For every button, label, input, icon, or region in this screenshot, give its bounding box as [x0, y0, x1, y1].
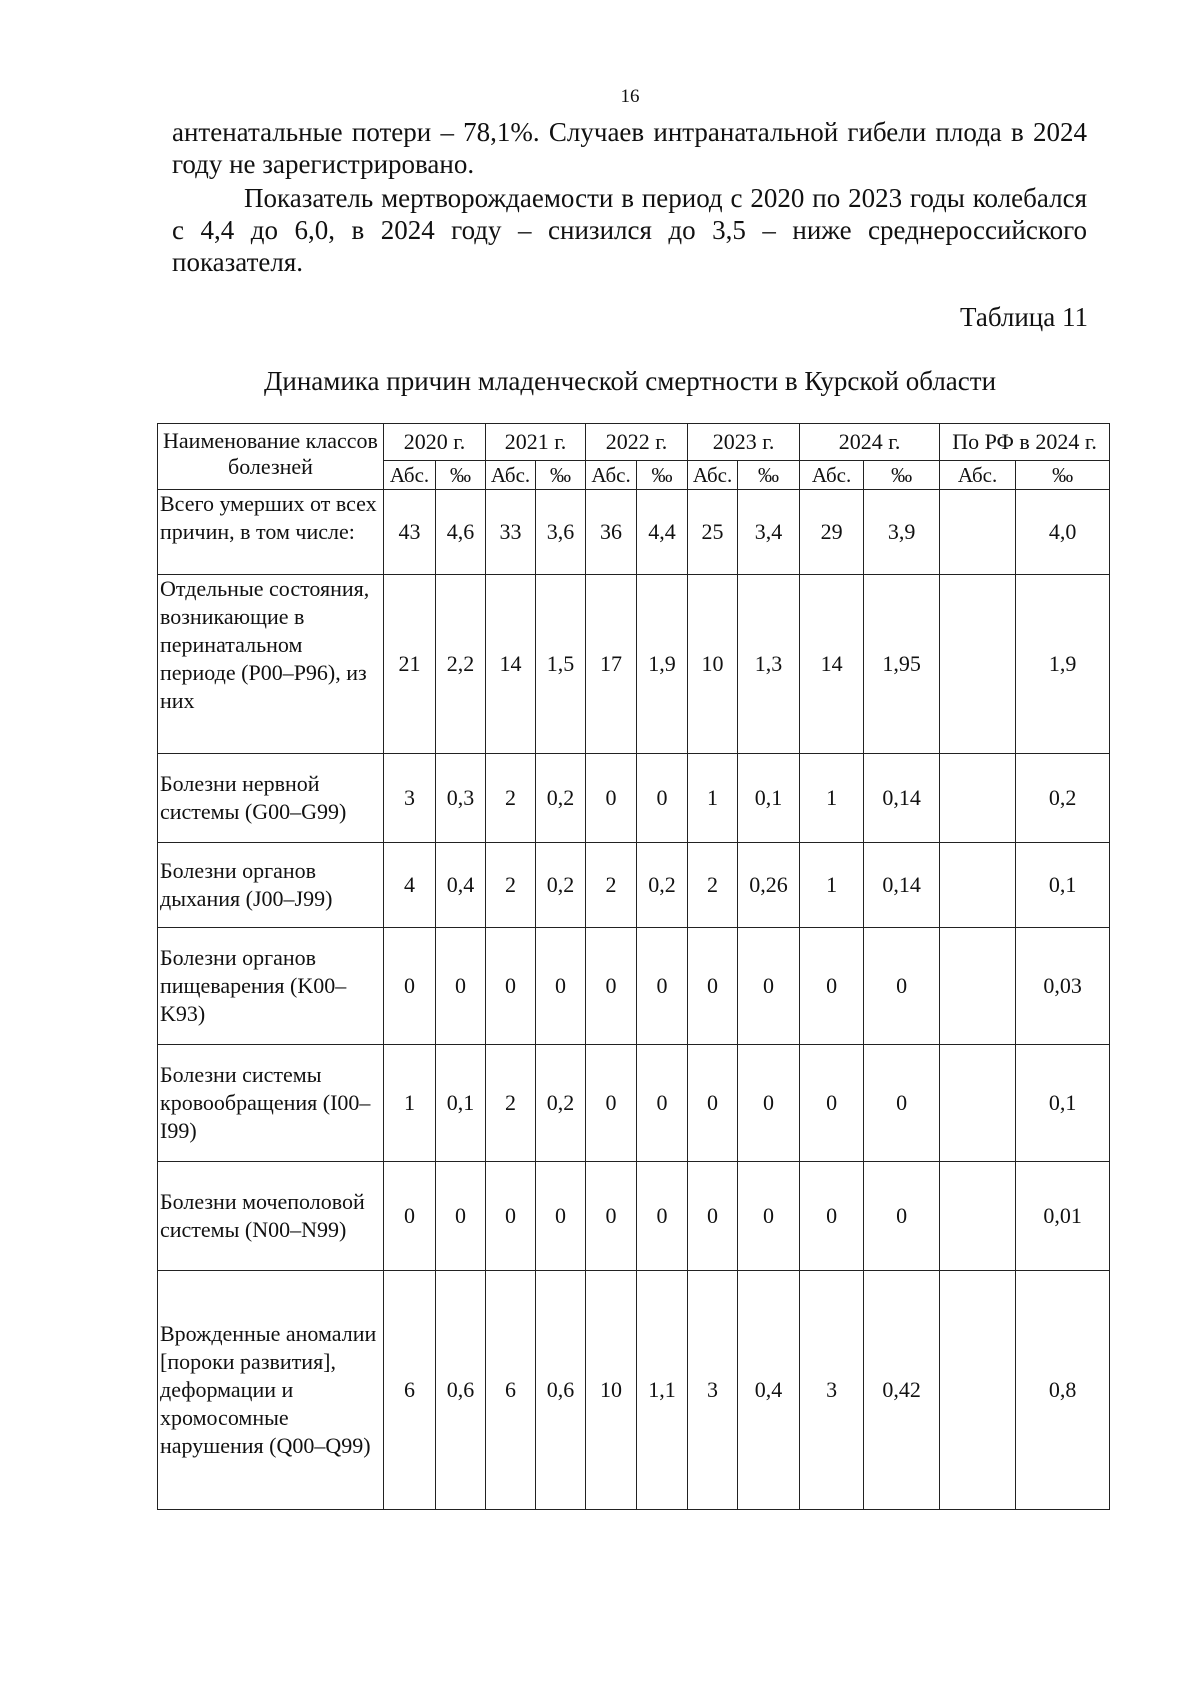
table-cell: 0,8	[1016, 1271, 1110, 1510]
table-cell: 14	[486, 575, 536, 754]
table-cell: 0	[637, 1045, 688, 1162]
permille-header: ‰	[864, 461, 940, 490]
table-cell: 0,1	[1016, 1045, 1110, 1162]
table-cell	[940, 490, 1016, 575]
table-cell: 0	[637, 928, 688, 1045]
row-label: Болезни нервной системы (G00–G99)	[158, 754, 384, 843]
table-cell: 33	[486, 490, 536, 575]
year-header: 2024 г.	[800, 424, 940, 461]
table-cell: 0	[864, 1045, 940, 1162]
table-row	[158, 490, 1110, 575]
table-cell: 1,9	[1016, 575, 1110, 754]
abs-header: Абс.	[486, 461, 536, 490]
row-label: Болезни органов пищеварения (K00–K93)	[158, 928, 384, 1045]
table-cell	[940, 575, 1016, 754]
row-label: Болезни органов дыхания (J00–J99)	[158, 843, 384, 928]
table-cell: 0	[800, 1162, 864, 1271]
table-row	[158, 1162, 1110, 1271]
table-cell: 3	[800, 1271, 864, 1510]
table-row	[158, 1271, 1110, 1510]
table-cell: 0	[738, 928, 800, 1045]
table-cell: 6	[486, 1271, 536, 1510]
year-header-row	[158, 424, 1110, 461]
table-cell: 1	[800, 843, 864, 928]
table-row	[158, 928, 1110, 1045]
table-cell: 0	[864, 1162, 940, 1271]
table-cell	[940, 1162, 1016, 1271]
table-cell: 1,1	[637, 1271, 688, 1510]
permille-header: ‰	[536, 461, 586, 490]
table-cell: 0,01	[1016, 1162, 1110, 1271]
table-cell: 3	[688, 1271, 738, 1510]
table-row	[158, 754, 1110, 843]
table-cell: 4,0	[1016, 490, 1110, 575]
table-cell: 0	[738, 1045, 800, 1162]
permille-header: ‰	[738, 461, 800, 490]
table-cell: 0	[688, 1162, 738, 1271]
table-label: Таблица 11	[960, 302, 1088, 332]
table-cell: 1,5	[536, 575, 586, 754]
paragraph-antenatal: антенатальные потери – 78,1%. Случаев интранатальной гибели плода в 2024 году не зарегистрировано.	[172, 117, 1087, 179]
permille-header: ‰	[1016, 461, 1110, 490]
table-cell	[940, 1045, 1016, 1162]
paragraph-stillbirth: Показатель мертворождаемости в период с 2020 по 2023 годы колебался с 4,4 до 6,0, в 2024 году – снизился до 3,5 – ниже среднероссийского показателя.	[172, 183, 1087, 277]
table-cell: 3,9	[864, 490, 940, 575]
table-cell: 0,2	[637, 843, 688, 928]
abs-header: Абс.	[384, 461, 436, 490]
table-cell: 0	[688, 1045, 738, 1162]
table-cell: 17	[586, 575, 637, 754]
table-cell: 0	[384, 928, 436, 1045]
table-cell: 0,2	[1016, 754, 1110, 843]
table-cell: 14	[800, 575, 864, 754]
table-cell: 0	[436, 928, 486, 1045]
row-label: Всего умерших от всех причин, в том числе:	[158, 490, 384, 575]
table-cell: 4,4	[637, 490, 688, 575]
table-cell: 0,14	[864, 754, 940, 843]
table-cell: 0	[586, 1045, 637, 1162]
table-cell: 0	[586, 754, 637, 843]
table-cell: 10	[688, 575, 738, 754]
table-cell: 2	[586, 843, 637, 928]
table-cell: 0	[384, 1162, 436, 1271]
permille-header: ‰	[637, 461, 688, 490]
table-cell: 3,6	[536, 490, 586, 575]
table-cell: 1,9	[637, 575, 688, 754]
table-cell: 2,2	[436, 575, 486, 754]
table-cell: 0,1	[738, 754, 800, 843]
table-cell: 0,2	[536, 1045, 586, 1162]
table-cell: 43	[384, 490, 436, 575]
abs-header: Абс.	[940, 461, 1016, 490]
table-cell: 3	[384, 754, 436, 843]
table-cell: 6	[384, 1271, 436, 1510]
table-cell: 0,14	[864, 843, 940, 928]
abs-header: Абс.	[688, 461, 738, 490]
table-cell: 0	[800, 928, 864, 1045]
table-cell: 0,6	[436, 1271, 486, 1510]
table-cell: 1	[800, 754, 864, 843]
table-cell: 4	[384, 843, 436, 928]
permille-header: ‰	[436, 461, 486, 490]
page-number: 16	[620, 86, 640, 107]
table-cell: 1	[688, 754, 738, 843]
year-header: 2020 г.	[384, 424, 486, 461]
table-cell: 25	[688, 490, 738, 575]
table-cell: 2	[486, 754, 536, 843]
table-cell: 0,1	[1016, 843, 1110, 928]
table-cell: 3,4	[738, 490, 800, 575]
table-cell: 0	[586, 1162, 637, 1271]
table-cell	[940, 1271, 1016, 1510]
table-cell: 0	[486, 928, 536, 1045]
abs-header: Абс.	[800, 461, 864, 490]
table-cell: 29	[800, 490, 864, 575]
table-cell: 1,3	[738, 575, 800, 754]
table-cell: 10	[586, 1271, 637, 1510]
table-cell: 0,2	[536, 843, 586, 928]
row-label: Отдельные состояния, возникающие в перинатальном периоде (Р00–Р96), из них	[158, 575, 384, 754]
table-cell: 0,2	[536, 754, 586, 843]
table-cell: 2	[688, 843, 738, 928]
table-cell: 0	[436, 1162, 486, 1271]
table-cell: 0	[637, 754, 688, 843]
row-label: Болезни мочеполовой системы (N00–N99)	[158, 1162, 384, 1271]
table-cell: 2	[486, 1045, 536, 1162]
table-cell: 0,3	[436, 754, 486, 843]
row-label: Болезни системы кровообращения (I00–I99)	[158, 1045, 384, 1162]
year-header: 2023 г.	[688, 424, 800, 461]
rf-header: По РФ в 2024 г.	[940, 424, 1110, 461]
table-cell: 4,6	[436, 490, 486, 575]
table-cell: 0	[536, 1162, 586, 1271]
table-cell: 0	[637, 1162, 688, 1271]
table-cell	[940, 928, 1016, 1045]
table-cell: 0	[586, 928, 637, 1045]
table-cell: 0,42	[864, 1271, 940, 1510]
table-cell: 0,6	[536, 1271, 586, 1510]
table-cell: 1,95	[864, 575, 940, 754]
table-cell: 0,03	[1016, 928, 1110, 1045]
table-row	[158, 843, 1110, 928]
table-title: Динамика причин младенческой смертности в Курской области	[263, 366, 997, 396]
table-row	[158, 575, 1110, 754]
disease-class-header: Наименование классов болезней	[158, 424, 384, 490]
table-row	[158, 1045, 1110, 1162]
table-cell: 36	[586, 490, 637, 575]
year-header: 2021 г.	[486, 424, 586, 461]
table-cell: 0	[536, 928, 586, 1045]
table-cell: 0	[738, 1162, 800, 1271]
table-cell: 21	[384, 575, 436, 754]
table-cell: 0,26	[738, 843, 800, 928]
abs-header: Абс.	[586, 461, 637, 490]
table-cell: 0	[688, 928, 738, 1045]
table-cell: 0,1	[436, 1045, 486, 1162]
table-cell: 2	[486, 843, 536, 928]
mortality-causes-table	[157, 423, 1110, 1510]
table-cell	[940, 754, 1016, 843]
table-cell	[940, 843, 1016, 928]
table-cell: 0,4	[436, 843, 486, 928]
table-cell: 1	[384, 1045, 436, 1162]
table-cell: 0	[486, 1162, 536, 1271]
table-cell: 0	[864, 928, 940, 1045]
row-label: Врожденные аномалии [пороки развития], деформации и хромосомные нарушения (Q00–Q99)	[158, 1271, 384, 1510]
table-cell: 0,4	[738, 1271, 800, 1510]
year-header: 2022 г.	[586, 424, 688, 461]
table-cell: 0	[800, 1045, 864, 1162]
